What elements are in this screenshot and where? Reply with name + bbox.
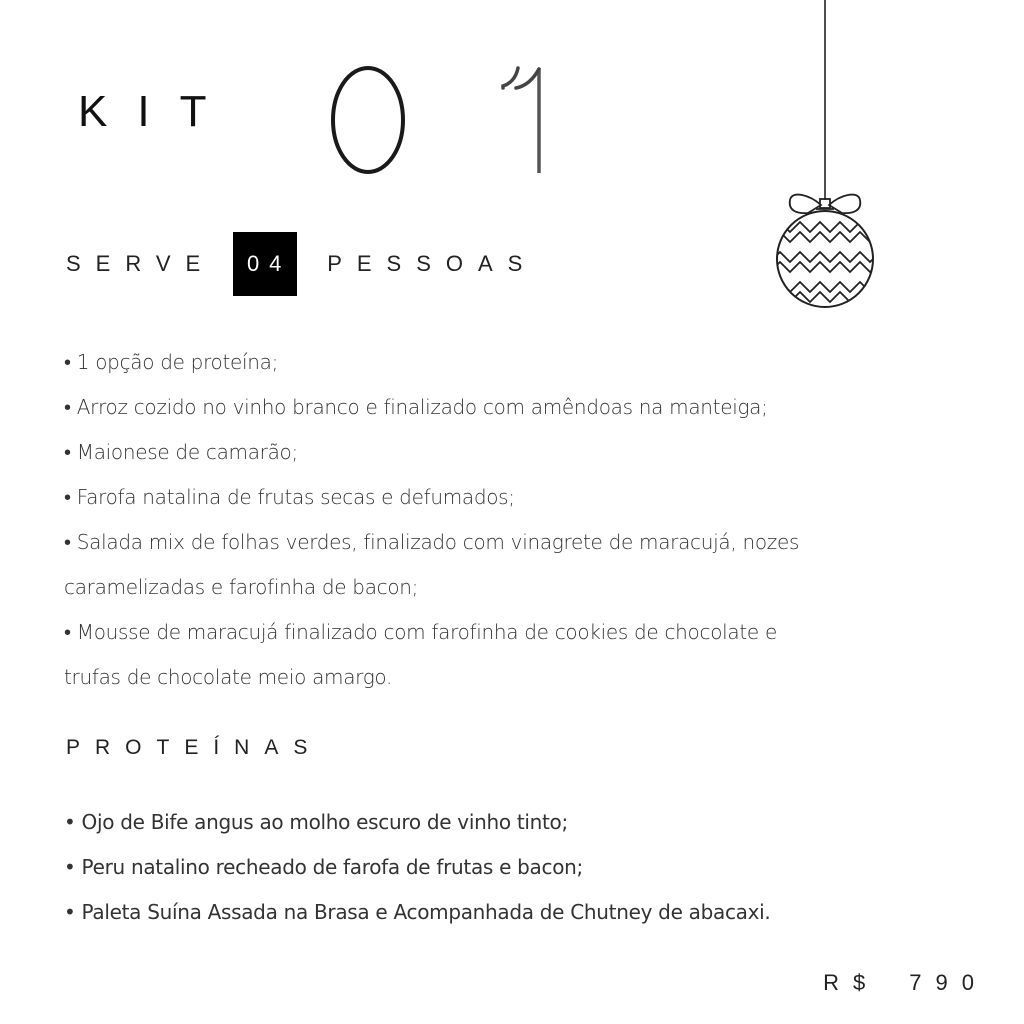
list-item: • 1 opção de proteína; (64, 350, 279, 374)
christmas-ornament-icon (770, 0, 880, 312)
kit-label: KIT (78, 87, 237, 136)
list-item: • Mousse de maracujá finalizado com farofinha de cookies de chocolate e (64, 620, 777, 644)
protein-item: • Ojo de Bife angus ao molho escuro de vinho tinto; (64, 810, 568, 834)
price-currency: R$ (823, 970, 880, 995)
list-item: • Salada mix de folhas verdes, finalizado com vinagrete de maracujá, nozes (64, 530, 800, 554)
price-amount: 790 (909, 970, 988, 995)
digit-one (503, 68, 518, 88)
protein-item: • Peru natalino recheado de farofa de frutas e bacon; (64, 855, 583, 879)
kit-number-glyphs (320, 48, 560, 178)
zigzag-2a (770, 252, 880, 262)
serves-count-badge: 04 (233, 232, 297, 296)
list-item: • Arroz cozido no vinho branco e finalizado com amêndoas na manteiga; (64, 395, 768, 419)
serves-row (66, 232, 537, 296)
proteins-title: PROTEÍNAS (66, 736, 323, 759)
zigzag-3b (770, 292, 880, 302)
kit-items-list (64, 340, 924, 700)
zigzag-1b (770, 232, 880, 242)
ornament-bow-right (829, 195, 860, 214)
serves-suffix: PESSOAS (327, 251, 538, 276)
ornament-cap (820, 199, 830, 208)
proteins-list (64, 800, 924, 935)
list-item-continuation: caramelizadas e farofinha de bacon; (64, 575, 419, 599)
zigzag-2b (770, 262, 880, 272)
kit-number (320, 48, 560, 178)
serves-prefix: SERVE (66, 251, 216, 276)
protein-item: • Paleta Suína Assada na Brasa e Acompanhada de Chutney de abacaxi. (64, 900, 771, 924)
digit-one-flag (516, 69, 539, 88)
price (823, 970, 988, 996)
list-item: • Farofa natalina de frutas secas e defumados; (64, 485, 515, 509)
list-item-continuation: trufas de chocolate meio amargo. (64, 665, 393, 689)
digit-zero (333, 68, 403, 172)
list-item: • Maionese de camarão; (64, 440, 298, 464)
ornament-bow-left (790, 195, 821, 214)
